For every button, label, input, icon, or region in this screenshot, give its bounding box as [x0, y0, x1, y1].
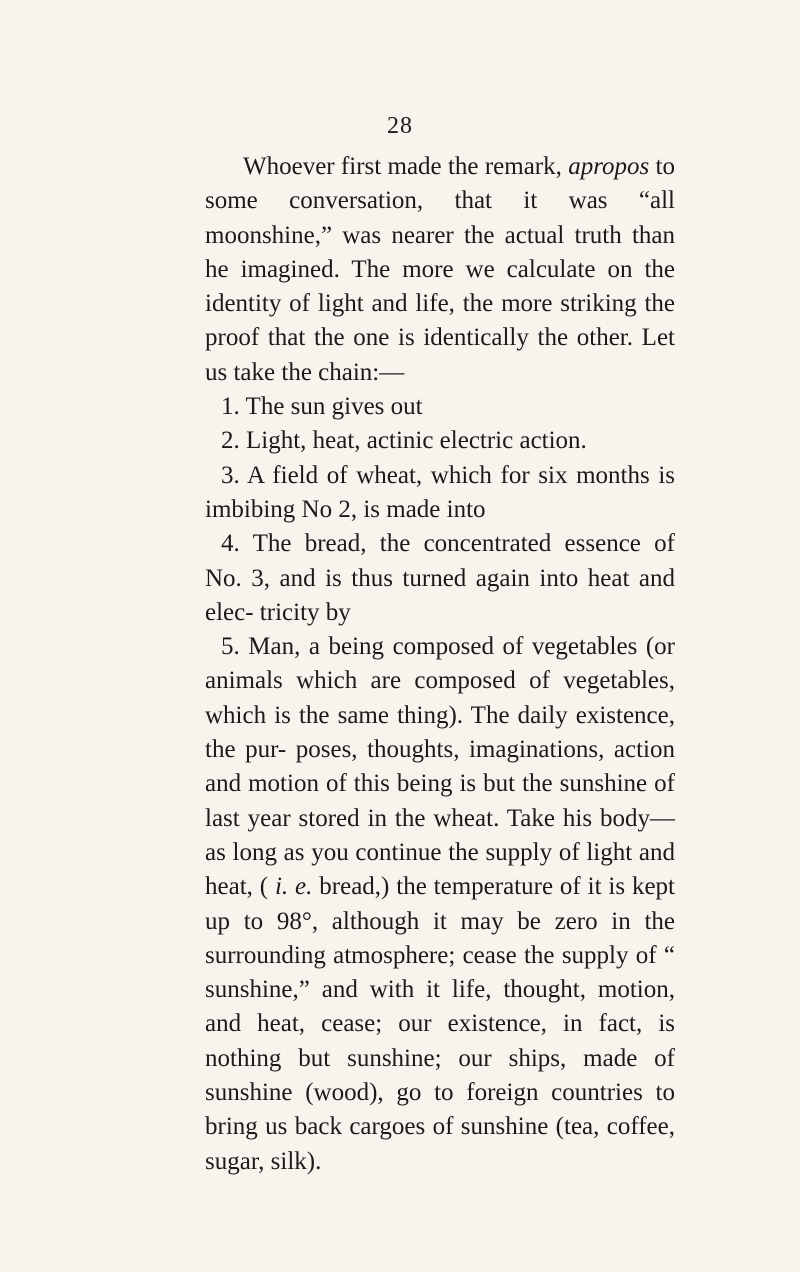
intro-text-start: Whoever first made the remark, — [243, 153, 569, 180]
list-item-5 — [205, 630, 675, 1179]
list-item-4: 4. The bread, the concentrated essence of No. 3, and is thus turned again into heat and elec- tricity by — [205, 530, 675, 626]
body-text — [205, 150, 675, 1179]
page-number: 28 — [387, 113, 413, 139]
intro-text-end: to some conversation, that it was “all moonshine,” was nearer the actual truth than he imagined. The more we calculate on the identity of light and life, the more striking the proof that the one is identically the other. Let us take the chain:— — [205, 153, 675, 386]
item5-text-end: bread,) the temperature of it is kept up to 98°, although it may be zero in the surrounding atmosphere; cease the supply of “ sunshine,” and with it life, thought, motion, and heat, cease; our existence, in fact, is nothing but sunshine; our ships, made of sunshine (wood), go to foreign countries to bring us back cargoes of sunshine (tea, coffee, sugar, silk). — [205, 873, 675, 1175]
intro-paragraph — [205, 150, 675, 390]
intro-italic-word: apropos — [568, 153, 650, 180]
list-item-3: 3. A field of wheat, which for six months is imbibing No 2, is made into — [205, 461, 675, 523]
item5-text-start: 5. Man, a being composed of vegetables (or animals which are composed of vegetables, which is the same thing). The daily existence, the pur- poses, thoughts, imaginations, action and motion of this being is but the sunshine of last year stored in the wheat. Take his body—as long as you continue the supply of light and heat, ( — [205, 633, 675, 901]
list-item-1: 1. The sun gives out — [221, 393, 423, 421]
item5-italic-abbrev: i. e. — [274, 873, 313, 901]
list-item-2: 2. Light, heat, actinic electric action. — [221, 427, 587, 455]
